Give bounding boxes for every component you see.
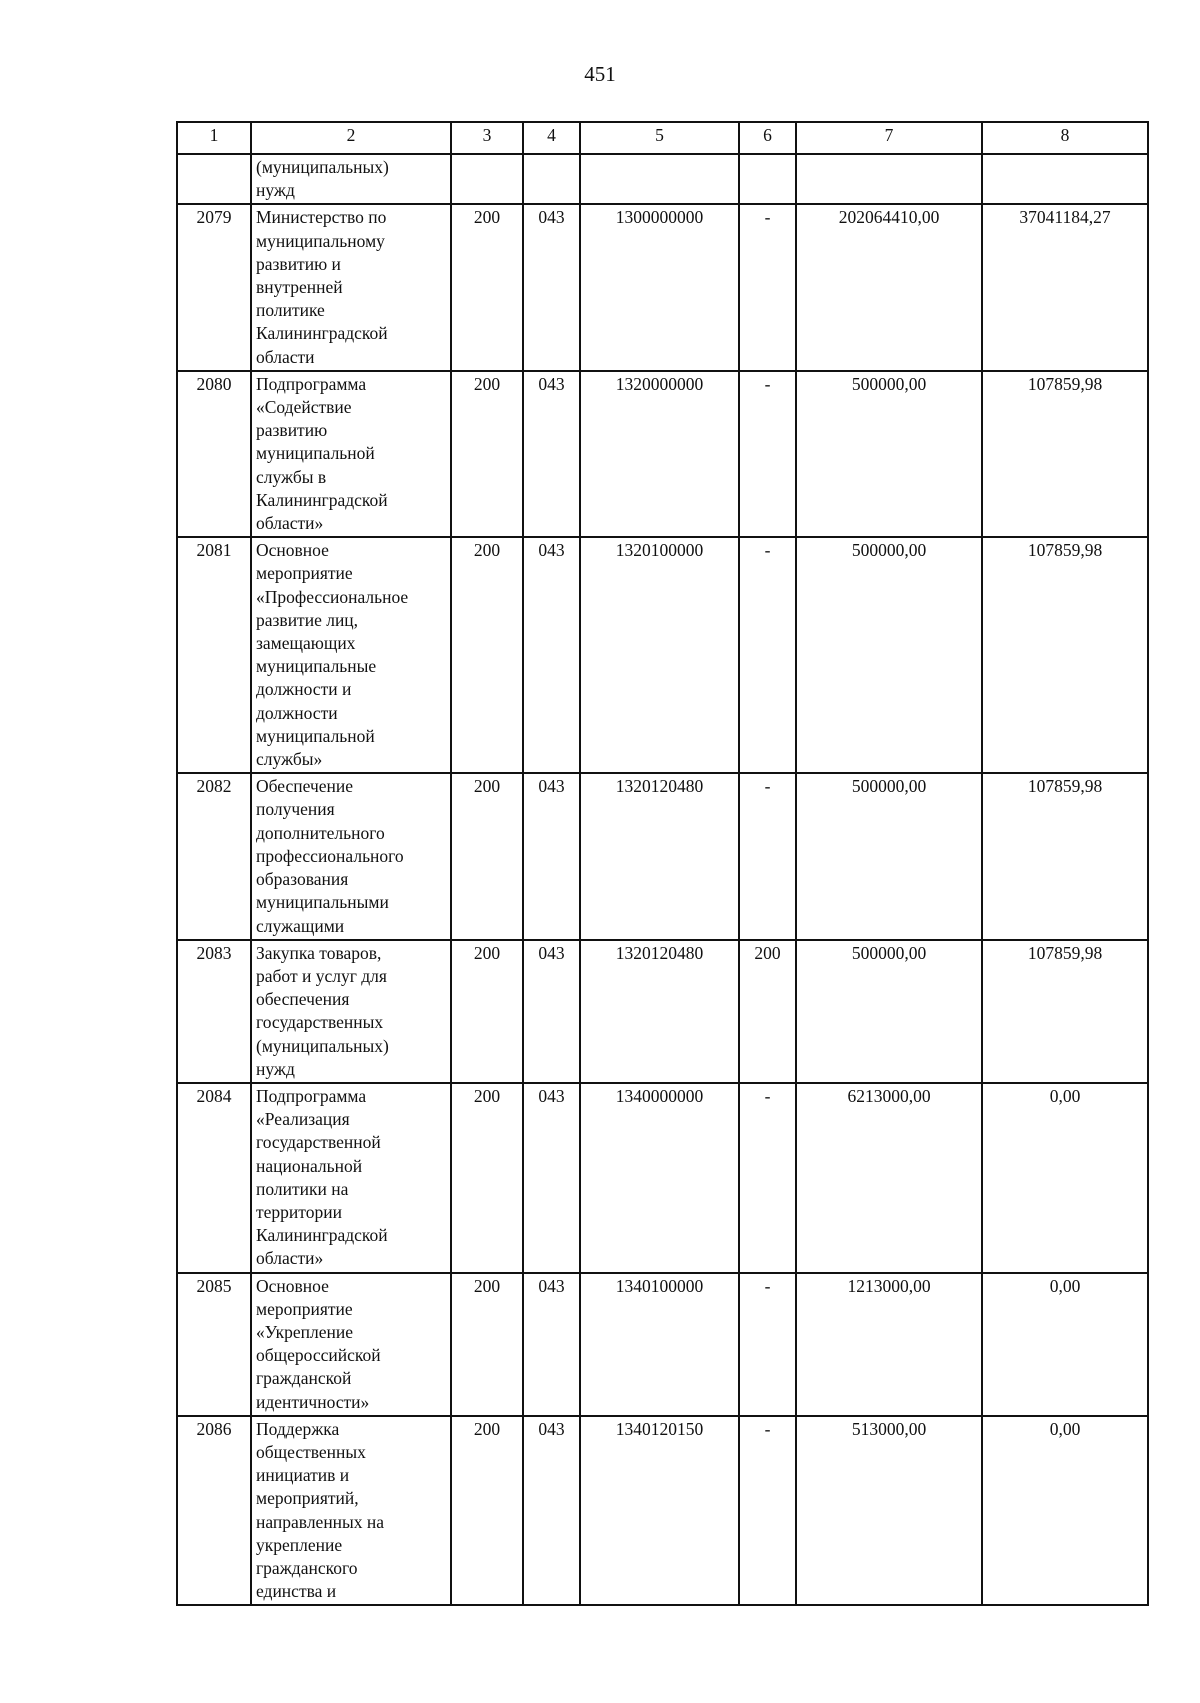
- header-col-5: 5: [580, 122, 739, 154]
- row-col-7: 1213000,00: [796, 1273, 982, 1416]
- table-row: [177, 1273, 1148, 1416]
- row-number: 2080: [177, 371, 251, 537]
- row-col-4: [523, 154, 580, 204]
- row-col-6: -: [739, 1416, 796, 1606]
- row-col-3: 200: [451, 1083, 523, 1273]
- row-col-8: 0,00: [982, 1083, 1148, 1273]
- row-col-3: [451, 154, 523, 204]
- row-col-3: 200: [451, 537, 523, 773]
- table-row: [177, 204, 1148, 370]
- row-col-3: 200: [451, 371, 523, 537]
- row-col-4: 043: [523, 537, 580, 773]
- table-row: [177, 537, 1148, 773]
- table-row: [177, 371, 1148, 537]
- row-col-5: 1340100000: [580, 1273, 739, 1416]
- row-col-3: 200: [451, 773, 523, 939]
- row-col-3: 200: [451, 1416, 523, 1606]
- header-col-3: 3: [451, 122, 523, 154]
- table-row: [177, 1416, 1148, 1606]
- row-col-8: 107859,98: [982, 940, 1148, 1083]
- row-col-6: -: [739, 371, 796, 537]
- table-header-row: [177, 122, 1148, 154]
- row-col-6: -: [739, 1083, 796, 1273]
- row-name: Подпрограмма «Содействие развитию муниципальной службы в Калининградской области»: [256, 373, 388, 534]
- budget-table: [176, 121, 1149, 1606]
- row-col-7: 500000,00: [796, 773, 982, 939]
- row-name: Министерство по муниципальному развитию и внутренней политике Калининградской области: [256, 207, 388, 367]
- row-col-7: [796, 154, 982, 204]
- row-col-4: 043: [523, 1083, 580, 1273]
- row-col-7: 202064410,00: [796, 204, 982, 370]
- row-name: Основное мероприятие «Профессиональное развитие лиц, замещающих муниципальные должности и должности муниципальной службы»: [256, 540, 409, 770]
- row-col-6: [739, 154, 796, 204]
- row-col-3: 200: [451, 204, 523, 370]
- row-number: [177, 154, 251, 204]
- row-number: 2082: [177, 773, 251, 939]
- row-number: 2084: [177, 1083, 251, 1273]
- row-name: Поддержка общественных инициатив и мероприятий, направленных на укрепление гражданского единства и: [256, 1418, 385, 1602]
- row-col-7: 513000,00: [796, 1416, 982, 1606]
- row-col-4: 043: [523, 940, 580, 1083]
- row-name: Подпрограмма «Реализация государственной национальной политики на территории Калининградской области»: [256, 1085, 388, 1269]
- row-number: 2085: [177, 1273, 251, 1416]
- row-number: 2083: [177, 940, 251, 1083]
- row-col-7: 6213000,00: [796, 1083, 982, 1273]
- page-number: 451: [584, 62, 616, 86]
- row-col-7: 500000,00: [796, 537, 982, 773]
- row-name: Основное мероприятие «Укрепление общероссийской гражданской идентичности»: [256, 1275, 381, 1412]
- header-col-7: 7: [796, 122, 982, 154]
- row-col-5: 1320000000: [580, 371, 739, 537]
- row-col-5: 1320100000: [580, 537, 739, 773]
- row-col-5: 1340000000: [580, 1083, 739, 1273]
- table-row: [177, 773, 1148, 939]
- table-row: [177, 940, 1148, 1083]
- row-col-3: 200: [451, 1273, 523, 1416]
- row-number: 2086: [177, 1416, 251, 1606]
- row-name: Закупка товаров, работ и услуг для обеспечения государственных (муниципальных) нужд: [256, 942, 389, 1079]
- row-col-8: 107859,98: [982, 371, 1148, 537]
- table-row: [177, 154, 1148, 204]
- row-col-7: 500000,00: [796, 371, 982, 537]
- row-col-4: 043: [523, 204, 580, 370]
- row-col-6: -: [739, 204, 796, 370]
- row-number: 2081: [177, 537, 251, 773]
- row-col-6: -: [739, 773, 796, 939]
- row-name: Обеспечение получения дополнительного профессионального образования муниципальными служащими: [256, 776, 404, 936]
- header-col-8: 8: [982, 122, 1148, 154]
- row-col-5: 1300000000: [580, 204, 739, 370]
- row-col-6: 200: [739, 940, 796, 1083]
- row-col-7: 500000,00: [796, 940, 982, 1083]
- header-col-4: 4: [523, 122, 580, 154]
- row-col-8: 0,00: [982, 1416, 1148, 1606]
- row-col-5: 1320120480: [580, 773, 739, 939]
- row-col-8: 107859,98: [982, 773, 1148, 939]
- header-col-6: 6: [739, 122, 796, 154]
- row-number: 2079: [177, 204, 251, 370]
- row-col-8: 107859,98: [982, 537, 1148, 773]
- row-col-6: -: [739, 1273, 796, 1416]
- header-col-2: 2: [251, 122, 451, 154]
- row-col-5: 1340120150: [580, 1416, 739, 1606]
- row-col-4: 043: [523, 1273, 580, 1416]
- row-col-4: 043: [523, 773, 580, 939]
- row-col-3: 200: [451, 940, 523, 1083]
- row-col-4: 043: [523, 1416, 580, 1606]
- row-col-6: -: [739, 537, 796, 773]
- row-col-4: 043: [523, 371, 580, 537]
- row-col-8: 0,00: [982, 1273, 1148, 1416]
- row-col-5: 1320120480: [580, 940, 739, 1083]
- row-name: (муниципальных) нужд: [256, 157, 389, 201]
- header-col-1: 1: [177, 122, 251, 154]
- table-row: [177, 1083, 1148, 1273]
- row-col-5: [580, 154, 739, 204]
- row-col-8: 37041184,27: [982, 204, 1148, 370]
- row-col-8: [982, 154, 1148, 204]
